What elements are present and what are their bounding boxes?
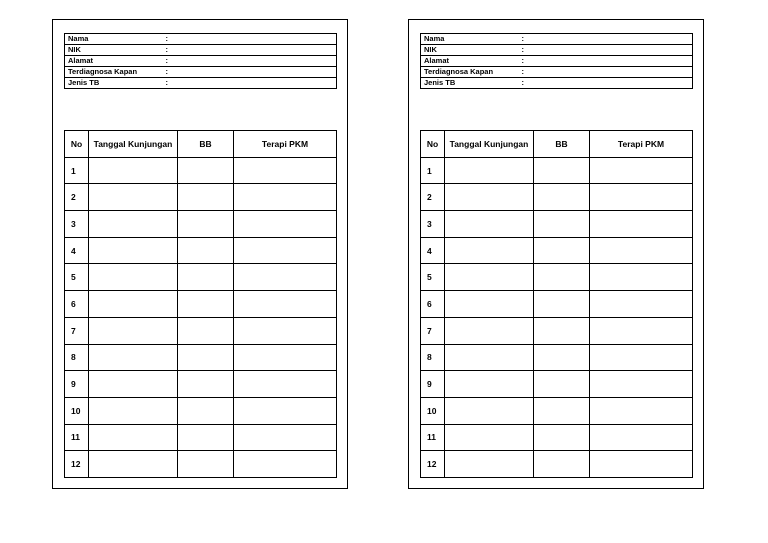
row-number: 2 xyxy=(65,184,89,211)
tanggal-kunjungan-cell[interactable] xyxy=(445,184,534,211)
info-separator: : xyxy=(519,45,529,56)
table-row xyxy=(65,184,337,211)
row-number: 4 xyxy=(421,237,445,264)
bb-cell[interactable] xyxy=(534,237,590,264)
info-value-field[interactable] xyxy=(173,67,337,78)
row-number: 11 xyxy=(421,424,445,451)
info-separator: : xyxy=(163,78,173,89)
info-row xyxy=(421,78,693,89)
terapi-pkm-cell[interactable] xyxy=(590,237,693,264)
bb-cell[interactable] xyxy=(534,344,590,371)
table-row xyxy=(421,291,693,318)
tanggal-kunjungan-cell[interactable] xyxy=(89,264,178,291)
info-label: Alamat xyxy=(421,56,519,67)
tanggal-kunjungan-cell[interactable] xyxy=(445,237,534,264)
tanggal-kunjungan-cell[interactable] xyxy=(89,451,178,478)
info-label: NIK xyxy=(65,45,163,56)
table-row xyxy=(65,211,337,238)
row-number: 10 xyxy=(65,397,89,424)
row-number: 1 xyxy=(65,157,89,184)
tanggal-kunjungan-cell[interactable] xyxy=(445,211,534,238)
row-number: 12 xyxy=(65,451,89,478)
tanggal-kunjungan-cell[interactable] xyxy=(445,397,534,424)
table-row xyxy=(65,157,337,184)
tanggal-kunjungan-cell[interactable] xyxy=(89,317,178,344)
row-number: 7 xyxy=(421,317,445,344)
terapi-pkm-cell[interactable] xyxy=(234,291,337,318)
tanggal-kunjungan-cell[interactable] xyxy=(89,344,178,371)
table-row xyxy=(65,397,337,424)
info-label: Jenis TB xyxy=(421,78,519,89)
patient-card-right xyxy=(408,19,704,489)
info-separator: : xyxy=(519,67,529,78)
tanggal-kunjungan-cell[interactable] xyxy=(445,451,534,478)
header-tanggal-kunjungan: Tanggal Kunjungan xyxy=(445,131,534,158)
visit-table-header xyxy=(65,131,337,158)
info-label: NIK xyxy=(421,45,519,56)
table-row xyxy=(421,451,693,478)
visit-table xyxy=(420,130,693,478)
row-number: 11 xyxy=(65,424,89,451)
terapi-pkm-cell[interactable] xyxy=(234,157,337,184)
terapi-pkm-cell[interactable] xyxy=(234,237,337,264)
table-row xyxy=(65,344,337,371)
info-row xyxy=(421,45,693,56)
bb-cell[interactable] xyxy=(178,317,234,344)
table-row xyxy=(421,264,693,291)
info-row xyxy=(65,34,337,45)
terapi-pkm-cell[interactable] xyxy=(234,211,337,238)
row-number: 6 xyxy=(65,291,89,318)
info-row xyxy=(421,67,693,78)
info-value-field[interactable] xyxy=(173,34,337,45)
table-row xyxy=(65,371,337,398)
tanggal-kunjungan-cell[interactable] xyxy=(89,424,178,451)
terapi-pkm-cell[interactable] xyxy=(234,451,337,478)
terapi-pkm-cell[interactable] xyxy=(234,371,337,398)
bb-cell[interactable] xyxy=(534,397,590,424)
tanggal-kunjungan-cell[interactable] xyxy=(445,264,534,291)
row-number: 1 xyxy=(421,157,445,184)
terapi-pkm-cell[interactable] xyxy=(590,184,693,211)
table-row xyxy=(421,184,693,211)
tanggal-kunjungan-cell[interactable] xyxy=(89,184,178,211)
tanggal-kunjungan-cell[interactable] xyxy=(445,317,534,344)
header-tanggal-kunjungan: Tanggal Kunjungan xyxy=(89,131,178,158)
info-row xyxy=(421,56,693,67)
bb-cell[interactable] xyxy=(534,157,590,184)
bb-cell[interactable] xyxy=(178,184,234,211)
info-value-field[interactable] xyxy=(173,56,337,67)
tanggal-kunjungan-cell[interactable] xyxy=(89,157,178,184)
info-separator: : xyxy=(519,78,529,89)
row-number: 10 xyxy=(421,397,445,424)
header-terapi-pkm: Terapi PKM xyxy=(234,131,337,158)
info-row xyxy=(421,34,693,45)
table-row xyxy=(65,424,337,451)
tanggal-kunjungan-cell[interactable] xyxy=(89,397,178,424)
row-number: 8 xyxy=(65,344,89,371)
terapi-pkm-cell[interactable] xyxy=(590,424,693,451)
header-bb: BB xyxy=(534,131,590,158)
terapi-pkm-cell[interactable] xyxy=(234,264,337,291)
tanggal-kunjungan-cell[interactable] xyxy=(89,371,178,398)
tanggal-kunjungan-cell[interactable] xyxy=(89,291,178,318)
bb-cell[interactable] xyxy=(534,264,590,291)
row-number: 5 xyxy=(65,264,89,291)
info-label: Nama xyxy=(421,34,519,45)
table-row xyxy=(421,211,693,238)
tanggal-kunjungan-cell[interactable] xyxy=(445,344,534,371)
patient-info-table xyxy=(420,33,693,89)
info-separator: : xyxy=(163,34,173,45)
terapi-pkm-cell[interactable] xyxy=(590,211,693,238)
row-number: 9 xyxy=(65,371,89,398)
terapi-pkm-cell[interactable] xyxy=(590,451,693,478)
row-number: 8 xyxy=(421,344,445,371)
visit-table-header xyxy=(421,131,693,158)
bb-cell[interactable] xyxy=(534,317,590,344)
tanggal-kunjungan-cell[interactable] xyxy=(445,291,534,318)
visit-table xyxy=(64,130,337,478)
terapi-pkm-cell[interactable] xyxy=(234,344,337,371)
info-value-field[interactable] xyxy=(529,78,693,89)
info-value-field[interactable] xyxy=(529,34,693,45)
terapi-pkm-cell[interactable] xyxy=(590,291,693,318)
terapi-pkm-cell[interactable] xyxy=(234,424,337,451)
tanggal-kunjungan-cell[interactable] xyxy=(445,424,534,451)
bb-cell[interactable] xyxy=(178,451,234,478)
tanggal-kunjungan-cell[interactable] xyxy=(445,157,534,184)
info-row xyxy=(65,67,337,78)
bb-cell[interactable] xyxy=(178,157,234,184)
terapi-pkm-cell[interactable] xyxy=(590,344,693,371)
info-row xyxy=(65,78,337,89)
bb-cell[interactable] xyxy=(534,371,590,398)
table-row xyxy=(421,157,693,184)
bb-cell[interactable] xyxy=(534,451,590,478)
bb-cell[interactable] xyxy=(534,424,590,451)
table-row xyxy=(421,237,693,264)
row-number: 2 xyxy=(421,184,445,211)
info-label: Terdiagnosa Kapan xyxy=(65,67,163,78)
bb-cell[interactable] xyxy=(534,211,590,238)
bb-cell[interactable] xyxy=(178,397,234,424)
bb-cell[interactable] xyxy=(178,264,234,291)
table-row xyxy=(65,451,337,478)
bb-cell[interactable] xyxy=(178,237,234,264)
patient-info-table xyxy=(64,33,337,89)
patient-card-left xyxy=(52,19,348,489)
terapi-pkm-cell[interactable] xyxy=(590,371,693,398)
row-number: 5 xyxy=(421,264,445,291)
row-number: 3 xyxy=(421,211,445,238)
bb-cell[interactable] xyxy=(534,291,590,318)
table-row xyxy=(65,237,337,264)
bb-cell[interactable] xyxy=(534,184,590,211)
table-row xyxy=(421,397,693,424)
info-separator: : xyxy=(163,45,173,56)
table-row xyxy=(421,424,693,451)
info-label: Jenis TB xyxy=(65,78,163,89)
terapi-pkm-cell[interactable] xyxy=(234,184,337,211)
info-value-field[interactable] xyxy=(529,67,693,78)
tanggal-kunjungan-cell[interactable] xyxy=(445,371,534,398)
info-separator: : xyxy=(163,67,173,78)
tanggal-kunjungan-cell[interactable] xyxy=(89,211,178,238)
table-row xyxy=(65,291,337,318)
terapi-pkm-cell[interactable] xyxy=(590,397,693,424)
info-row xyxy=(65,45,337,56)
table-row xyxy=(421,317,693,344)
header-no: No xyxy=(421,131,445,158)
row-number: 3 xyxy=(65,211,89,238)
table-row xyxy=(421,344,693,371)
row-number: 6 xyxy=(421,291,445,318)
table-row xyxy=(65,317,337,344)
header-bb: BB xyxy=(178,131,234,158)
info-separator: : xyxy=(163,56,173,67)
row-number: 4 xyxy=(65,237,89,264)
info-label: Nama xyxy=(65,34,163,45)
terapi-pkm-cell[interactable] xyxy=(590,264,693,291)
info-value-field[interactable] xyxy=(529,45,693,56)
header-no: No xyxy=(65,131,89,158)
table-row xyxy=(65,264,337,291)
row-number: 12 xyxy=(421,451,445,478)
terapi-pkm-cell[interactable] xyxy=(590,317,693,344)
info-value-field[interactable] xyxy=(529,56,693,67)
row-number: 9 xyxy=(421,371,445,398)
header-terapi-pkm: Terapi PKM xyxy=(590,131,693,158)
table-row xyxy=(421,371,693,398)
info-row xyxy=(65,56,337,67)
info-separator: : xyxy=(519,34,529,45)
bb-cell[interactable] xyxy=(178,371,234,398)
info-value-field[interactable] xyxy=(173,45,337,56)
bb-cell[interactable] xyxy=(178,211,234,238)
terapi-pkm-cell[interactable] xyxy=(590,157,693,184)
bb-cell[interactable] xyxy=(178,344,234,371)
info-value-field[interactable] xyxy=(173,78,337,89)
info-label: Terdiagnosa Kapan xyxy=(421,67,519,78)
bb-cell[interactable] xyxy=(178,424,234,451)
info-label: Alamat xyxy=(65,56,163,67)
terapi-pkm-cell[interactable] xyxy=(234,317,337,344)
row-number: 7 xyxy=(65,317,89,344)
info-separator: : xyxy=(519,56,529,67)
bb-cell[interactable] xyxy=(178,291,234,318)
terapi-pkm-cell[interactable] xyxy=(234,397,337,424)
tanggal-kunjungan-cell[interactable] xyxy=(89,237,178,264)
